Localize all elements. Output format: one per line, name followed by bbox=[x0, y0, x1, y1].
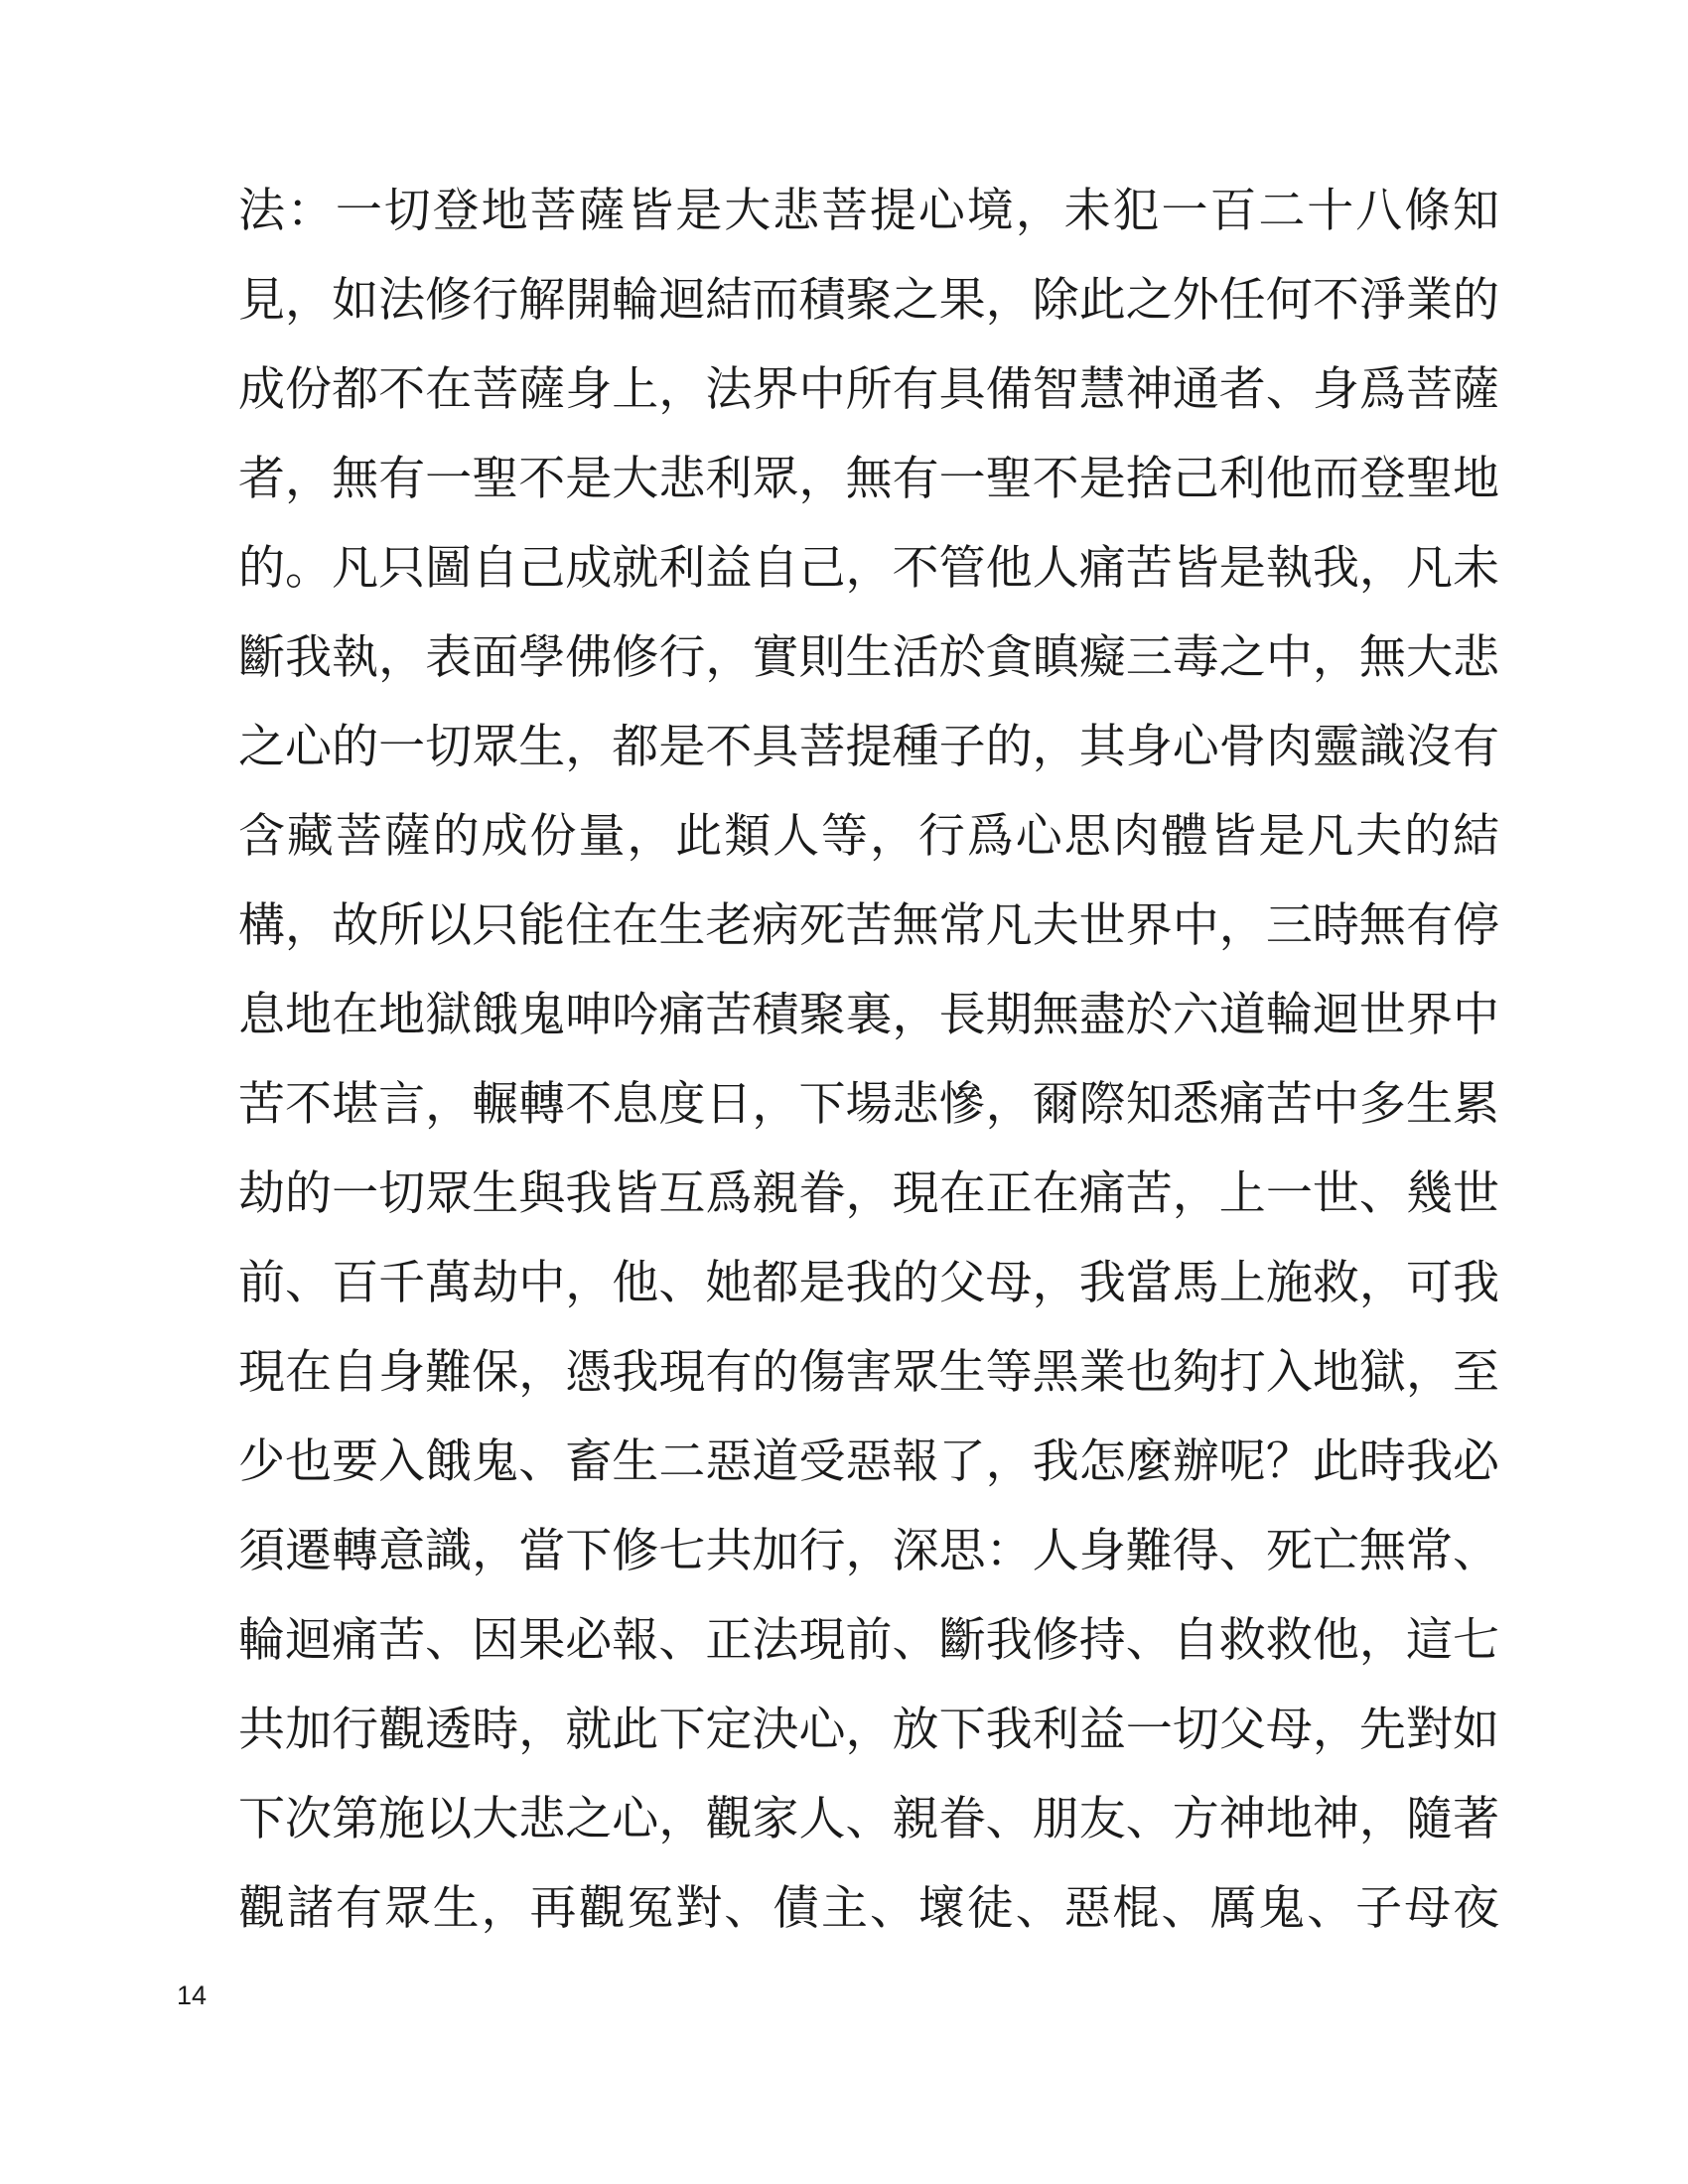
text-line: 含藏菩薩的成份量，此類人等，行爲心思肉體皆是凡夫的結 bbox=[238, 809, 1499, 864]
text-line: 輪迴痛苦、因果必報、正法現前、斷我修持、自救救他，這七 bbox=[238, 1613, 1499, 1668]
text-line: 構，故所以只能住在生老病死苦無常凡夫世界中，三時無有停 bbox=[238, 898, 1499, 953]
text-line: 前、百千萬劫中，他、她都是我的父母，我當馬上施救，可我 bbox=[238, 1256, 1499, 1310]
text-line: 成份都不在菩薩身上，法界中所有具備智慧神通者、身爲菩薩 bbox=[238, 362, 1499, 417]
text-line: 者，無有一聖不是大悲利眾，無有一聖不是捨己利他而登聖地 bbox=[238, 452, 1499, 506]
text-line: 劫的一切眾生與我皆互爲親眷，現在正在痛苦，上一世、幾世 bbox=[238, 1166, 1499, 1221]
body-text bbox=[238, 167, 1499, 1954]
text-line: 少也要入餓鬼、畜生二惡道受惡報了，我怎麼辦呢？此時我必 bbox=[238, 1434, 1499, 1489]
text-line: 斷我執，表面學佛修行，實則生活於貪瞋癡三毒之中，無大悲 bbox=[238, 630, 1499, 685]
text-line: 現在自身難保，憑我現有的傷害眾生等黑業也夠打入地獄，至 bbox=[238, 1345, 1499, 1400]
text-line: 下次第施以大悲之心，觀家人、親眷、朋友、方神地神，隨著 bbox=[238, 1792, 1499, 1846]
text-line: 之心的一切眾生，都是不具菩提種子的，其身心骨肉靈識沒有 bbox=[238, 720, 1499, 774]
text-line: 共加行觀透時，就此下定決心，放下我利益一切父母，先對如 bbox=[238, 1703, 1499, 1757]
text-line: 法：一切登地菩薩皆是大悲菩提心境，未犯一百二十八條知 bbox=[238, 184, 1499, 238]
text-line: 苦不堪言，輾轉不息度日，下場悲慘，爾際知悉痛苦中多生累 bbox=[238, 1077, 1499, 1132]
text-line: 見，如法修行解開輪迴結而積聚之果，除此之外任何不淨業的 bbox=[238, 273, 1499, 328]
page-number: 14 bbox=[177, 1980, 208, 2010]
text-line: 須遷轉意識，當下修七共加行，深思：人身難得、死亡無常、 bbox=[238, 1524, 1499, 1578]
text-line: 息地在地獄餓鬼呻吟痛苦積聚裏，長期無盡於六道輪迴世界中 bbox=[238, 988, 1499, 1042]
text-line: 的。凡只圖自己成就利益自己，不管他人痛苦皆是執我，凡未 bbox=[238, 541, 1499, 596]
text-line: 觀諸有眾生，再觀冤對、債主、壞徒、惡棍、厲鬼、子母夜 bbox=[238, 1881, 1499, 1936]
